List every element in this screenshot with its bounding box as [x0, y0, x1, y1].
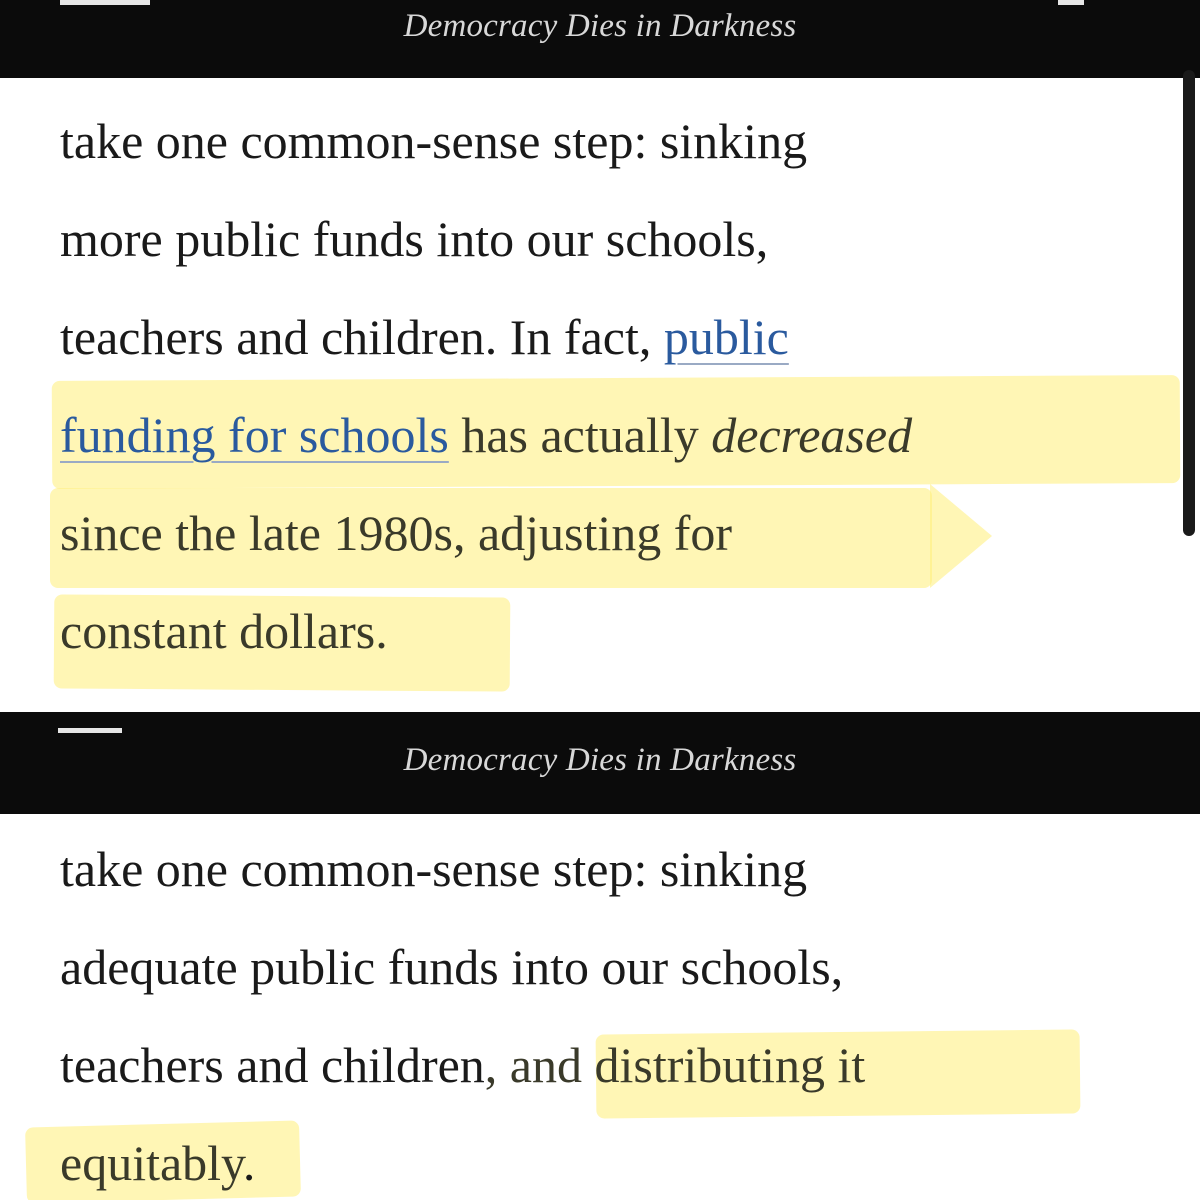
highlighted-text: equitably	[60, 1135, 243, 1191]
article-link[interactable]: public	[663, 309, 789, 365]
article-line: adequate public funds into our schools,	[60, 939, 844, 995]
masthead-tagline: Democracy Dies in Darkness	[403, 8, 797, 44]
scrollbar-thumb[interactable]	[1183, 70, 1195, 536]
article-line	[60, 288, 1180, 386]
article-line: take one common-sense step: sinking	[60, 113, 808, 169]
article-text: teachers and children. In fact,	[60, 309, 664, 365]
corner-mark-icon	[1058, 0, 1084, 5]
article-line	[60, 386, 1180, 484]
article-line	[60, 1016, 1180, 1114]
article-text: teachers and children	[60, 1037, 485, 1093]
article-line	[60, 1114, 1180, 1200]
article-line: take one common-sense step: sinking	[60, 841, 808, 897]
bottom-article-screenshot	[0, 712, 1200, 1200]
menu-icon[interactable]	[58, 728, 122, 733]
article-line: since the late 1980s, adjusting for	[60, 505, 733, 561]
article-line: constant dollars.	[60, 603, 388, 659]
masthead-bar	[0, 0, 1200, 78]
article-text: .	[242, 1135, 256, 1191]
masthead-tagline: Democracy Dies in Darkness	[403, 742, 797, 778]
article-line: more public funds into our schools,	[60, 211, 769, 267]
emphasized-word: decreased	[711, 407, 913, 463]
article-text: has actually	[448, 407, 712, 463]
article-paragraph	[60, 820, 1180, 1200]
masthead-bar	[0, 712, 1200, 814]
article-paragraph	[60, 92, 1180, 680]
article-link[interactable]: funding for schools	[60, 407, 449, 463]
menu-icon[interactable]	[60, 0, 150, 5]
highlighted-text: , and distributing it	[484, 1037, 866, 1093]
